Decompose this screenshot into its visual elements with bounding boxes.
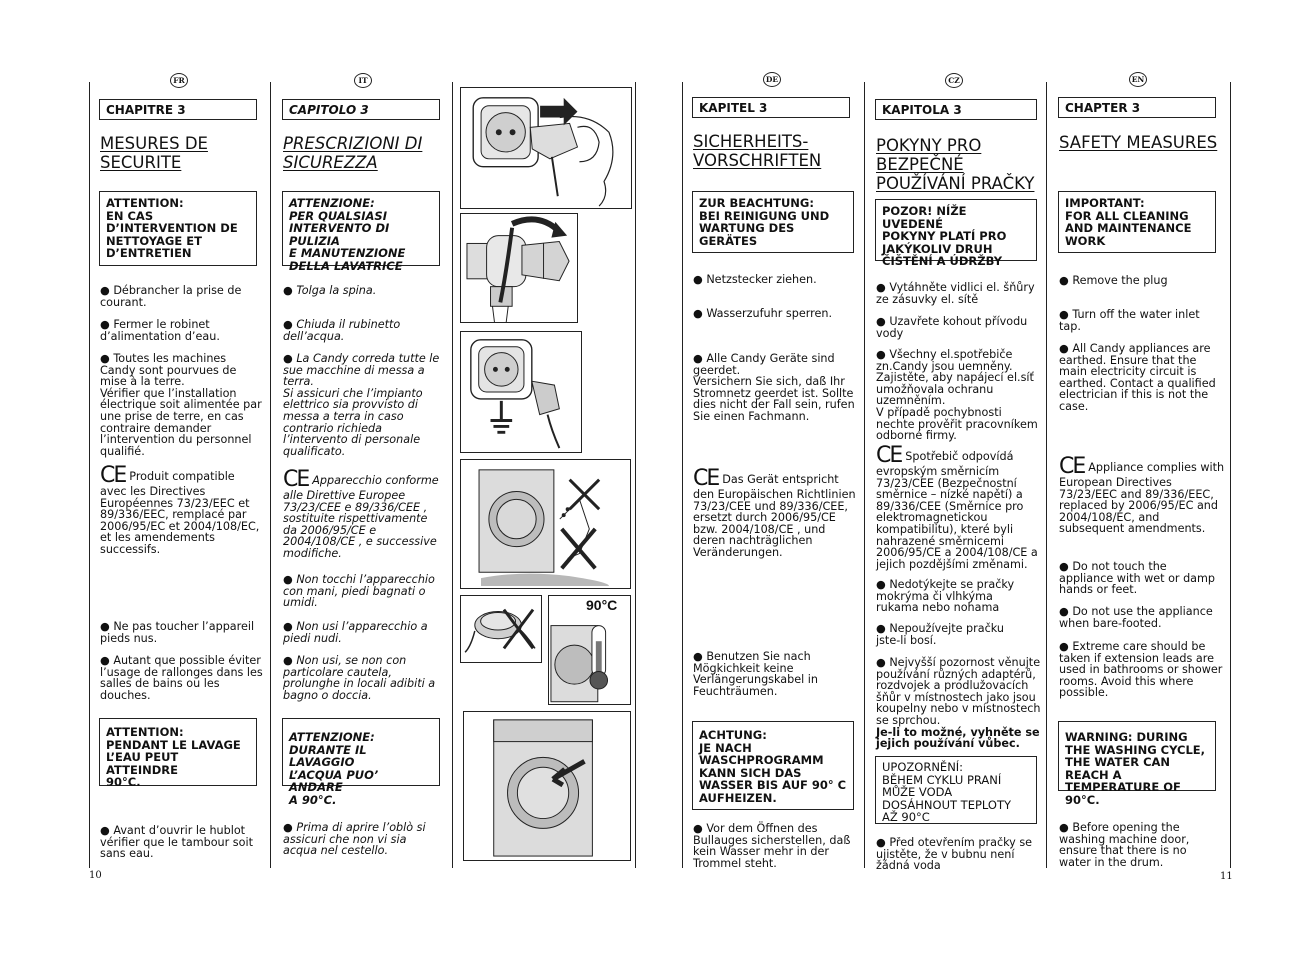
figure-unplug bbox=[460, 87, 632, 209]
chapter-heading-fr: CHAPITRE 3 bbox=[99, 99, 257, 120]
lang-badge-de: DE bbox=[763, 72, 781, 87]
instruction-wet-hands-cz: ● Nedotýkejte se pračky mokrýma či vlhkýma rukama nebo nohama bbox=[876, 578, 1015, 615]
column-divider bbox=[864, 82, 865, 868]
column-divider bbox=[89, 82, 90, 868]
chapter-heading-it: CAPITOLO 3 bbox=[282, 99, 440, 120]
instruction-wet-hands-en: ● Do not touch the appliance with wet or damp hands or feet. bbox=[1059, 560, 1216, 597]
column-divider bbox=[452, 82, 453, 868]
instruction-earthing-fr: ● Toutes les machines Candy sont pourvues de mise à la terre. Vérifier que l’installation électrique soit alimentée par une prise de terre, en cas contraire demander l’intervention du personnel qualifié. bbox=[100, 352, 262, 458]
temperature-label: 90°C bbox=[586, 597, 618, 613]
column-divider bbox=[270, 82, 271, 868]
instruction-unplug-en: ● Remove the plug bbox=[1059, 274, 1168, 287]
chapter-heading-cz: KAPITOLA 3 bbox=[875, 99, 1037, 120]
instruction-barefoot-fr: ● Ne pas toucher l’appareil pieds nus. bbox=[100, 620, 255, 645]
section-title-it: PRESCRIZIONI DI SICUREZZA bbox=[283, 134, 423, 172]
instruction-extension-cz: ● Nejvyšší pozornost věnujte používání různých adaptérů, rozdvojek a prodlužovacích šňůr v místnostech jako jsou koupelny nebo v místnostech se sprchou. Je-li to možné, vyhněte se jejich používání vůbec. bbox=[876, 656, 1041, 751]
ce-compliance-en: CE Appliance complies with European Directives 73/23/EEC and 89/336/EEC, replaced by 2006/95/EC and 2004/108/EC, and subsequent amendments. bbox=[1059, 454, 1225, 536]
instruction-door-it: ● Prima di aprire l’oblò si assicuri che non vi sia acqua nel cestello. bbox=[283, 821, 426, 858]
instruction-earthing-de: ● Alle Candy Geräte sind geerdet. Versichern Sie sich, daß Ihr Stromnetz geerdet ist. Sollte dies nicht der Fall sein, rufen Sie einen Fachmann. bbox=[693, 352, 855, 423]
instruction-door-de: ● Vor dem Öffnen des Bullauges sicherstellen, daß kein Wasser mehr in der Trommel steht. bbox=[693, 822, 851, 870]
instruction-water-tap-it: ● Chiuda il rubinetto dell’acqua. bbox=[283, 318, 401, 343]
instruction-water-tap-en: ● Turn off the water inlet tap. bbox=[1059, 308, 1200, 333]
figure-earthed-socket bbox=[460, 331, 582, 453]
warning-box-cleaning-cz: POZOR! NÍŽE UVEDENÉ POKYNY PLATÍ PRO JAKÝKOLIV DRUH ČIŠTĚNÍ A ÚDRŽBY bbox=[875, 199, 1037, 261]
figure-extension-lead bbox=[460, 595, 542, 663]
section-title-de: SICHERHEITS- VORSCHRIFTEN bbox=[693, 132, 822, 170]
warning-box-cleaning-fr: ATTENTION: EN CAS D’INTERVENTION DE NETTOYAGE ET D’ENTRETIEN bbox=[99, 191, 257, 266]
warning-box-temperature-en: WARNING: DURING THE WASHING CYCLE, THE WATER CAN REACH A TEMPERATURE OF 90°C. bbox=[1058, 721, 1216, 791]
instruction-door-en: ● Before opening the washing machine door, ensure that there is no water in the drum. bbox=[1059, 821, 1190, 869]
figure-washer-door bbox=[463, 711, 631, 861]
instruction-wet-hands-it: ● Non tocchi l’apparecchio con mani, piedi bagnati o umidi. bbox=[283, 573, 435, 610]
instruction-unplug-cz: ● Vytáhněte vidlici el. šňůry ze zásuvky el. sítě bbox=[876, 281, 1035, 306]
page-number-right: 11 bbox=[1220, 871, 1233, 882]
lang-badge-cz: CZ bbox=[945, 73, 963, 88]
ce-mark-icon: CE bbox=[1059, 454, 1085, 479]
instruction-water-tap-de: ● Wasserzufuhr sperren. bbox=[693, 307, 832, 320]
ce-compliance-fr: CE Produit compatible avec les Directives Européennes 73/23/EEC et 89/336/EEC, remplacé par 2006/95/EC et 2004/108/EC, et les amendements successifs. bbox=[100, 463, 260, 556]
ce-mark-icon: CE bbox=[876, 443, 902, 468]
warning-box-cleaning-en: IMPORTANT: FOR ALL CLEANING AND MAINTENANCE WORK bbox=[1058, 191, 1216, 253]
figure-wet-feet-warning bbox=[460, 459, 631, 589]
warning-box-cleaning-it: ATTENZIONE: PER QUALSIASI INTERVENTO DI PULIZIA E MANUTENZIONE DELLA LAVATRICE bbox=[282, 191, 440, 266]
warning-box-temperature-cz: UPOZORNĚNÍ: BĚHEM CYKLU PRANÍ MŮŽE VODA DOSÁHNOUT TEPLOTY AŽ 90°C bbox=[875, 756, 1037, 824]
instruction-barefoot-cz: ● Nepoužívejte pračku jste-li bosí. bbox=[876, 622, 1004, 647]
instruction-extension-it: ● Non usi, se non con particolare cautela, prolunghe in locali adibiti a bagno o doccia. bbox=[283, 654, 436, 702]
instruction-unplug-fr: ● Débrancher la prise de courant. bbox=[100, 284, 242, 309]
chapter-heading-de: KAPITEL 3 bbox=[692, 97, 850, 118]
section-title-fr: MESURES DE SECURITE bbox=[100, 134, 208, 172]
instruction-earthing-en: ● All Candy appliances are earthed. Ensure that the main electricity circuit is earthed. Contact a qualified electrician if this is not the case. bbox=[1059, 342, 1216, 413]
instruction-extension-de: ● Benutzen Sie nach Mögkichkeit keine Verlängerungskabel in Feuchträumen. bbox=[693, 650, 819, 698]
page-number-left: 10 bbox=[89, 870, 102, 881]
column-divider bbox=[635, 82, 636, 868]
ce-compliance-de: CE Das Gerät entspricht den Europäischen Richtlinien 73/23/CEE und 89/336/CEE, ersetzt durch 2006/95/CE bzw. 2004/108/CE , und deren nachträglichen Veränderungen. bbox=[693, 466, 856, 559]
lang-badge-it: IT bbox=[354, 73, 372, 88]
column-divider bbox=[1230, 82, 1231, 868]
lang-badge-en: EN bbox=[1129, 72, 1147, 87]
section-title-cz: POKYNY PRO BEZPEČNÉ POUŽÍVÁNÍ PRAČKY bbox=[876, 136, 1035, 193]
warning-box-temperature-de: ACHTUNG: JE NACH WASCHPROGRAMM KANN SICH DAS WASSER BIS AUF 90° C AUFHEIZEN. bbox=[692, 721, 854, 810]
ce-mark-icon: CE bbox=[693, 466, 719, 491]
column-divider bbox=[682, 82, 683, 868]
column-divider bbox=[1046, 82, 1047, 868]
ce-compliance-cz: CE Spotřebič odpovídá evropským směrnicím 73/23/CEE (Bezpečnostní směrnice – nízké napětí) a 89/336/CEE (Směrnice pro elektromagnetickou kompatibilitu), které byli nahrazené směrnicemi 2006/95/CE a 2004/108/CE a jejich pozdějšími změnami. bbox=[876, 443, 1038, 571]
instruction-unplug-it: ● Tolga la spina. bbox=[283, 284, 377, 297]
warning-box-cleaning-de: ZUR BEACHTUNG: BEI REINIGUNG UND WARTUNG DES GERÄTES bbox=[692, 191, 854, 253]
instruction-extension-fr: ● Autant que possible éviter l’usage de rallonges dans les salles de bains ou les douches. bbox=[100, 654, 263, 702]
warning-box-temperature-it: ATTENZIONE: DURANTE IL LAVAGGIO L’ACQUA PUO’ ANDARE A 90°C. bbox=[282, 718, 440, 786]
instruction-water-tap-fr: ● Fermer le robinet d’alimentation d’eau. bbox=[100, 318, 220, 343]
instruction-water-tap-cz: ● Uzavřete kohout přívodu vody bbox=[876, 315, 1028, 340]
instruction-barefoot-it: ● Non usi l’apparecchio a piedi nudi. bbox=[283, 620, 428, 645]
ce-mark-icon: CE bbox=[283, 467, 309, 492]
figure-water-tap bbox=[460, 213, 578, 323]
chapter-heading-en: CHAPTER 3 bbox=[1058, 97, 1216, 118]
lang-badge-fr: FR bbox=[170, 73, 188, 88]
instruction-door-cz: ● Před otevřením pračky se ujistěte, že v bubnu není žádná voda bbox=[876, 837, 1033, 871]
instruction-barefoot-en: ● Do not use the appliance when bare-footed. bbox=[1059, 605, 1213, 630]
section-title-en: SAFETY MEASURES bbox=[1059, 133, 1218, 152]
instruction-door-fr: ● Avant d’ouvrir le hublot vérifier que le tambour soit sans eau. bbox=[100, 824, 253, 861]
instruction-unplug-de: ● Netzstecker ziehen. bbox=[693, 273, 817, 286]
instruction-earthing-it: ● La Candy corredа tutte le sue macchine di messa a terra. Si assicuri che l’impianto elettrico sia provvisto di messa a terra in caso contrario richieda l’intervento di personale qualificato. bbox=[283, 352, 440, 458]
ce-mark-icon: CE bbox=[100, 463, 126, 488]
ce-compliance-it: CE Apparecchio conforme alle Direttive Europee 73/23/CEE e 89/336/CEE , sostituite rispettivamente da 2006/95/CE e 2004/108/CE , e successive modifiche. bbox=[283, 467, 439, 560]
instruction-earthing-cz: ● Všechny el.spotřebiče zn.Candy jsou uemněny. Zajistěte, aby napájecí el.síť umožňovala ochranu uzemněním. V případě pochybnosti nechte prověřit pracovníkem odborné firmy. bbox=[876, 348, 1038, 443]
warning-box-temperature-fr: ATTENTION: PENDANT LE LAVAGE L’EAU PEUT ATTEINDRE 90°C. bbox=[99, 718, 257, 786]
instruction-extension-en: ● Extreme care should be taken if extension leads are used in bathrooms or shower rooms. Avoid this where possible. bbox=[1059, 640, 1223, 700]
